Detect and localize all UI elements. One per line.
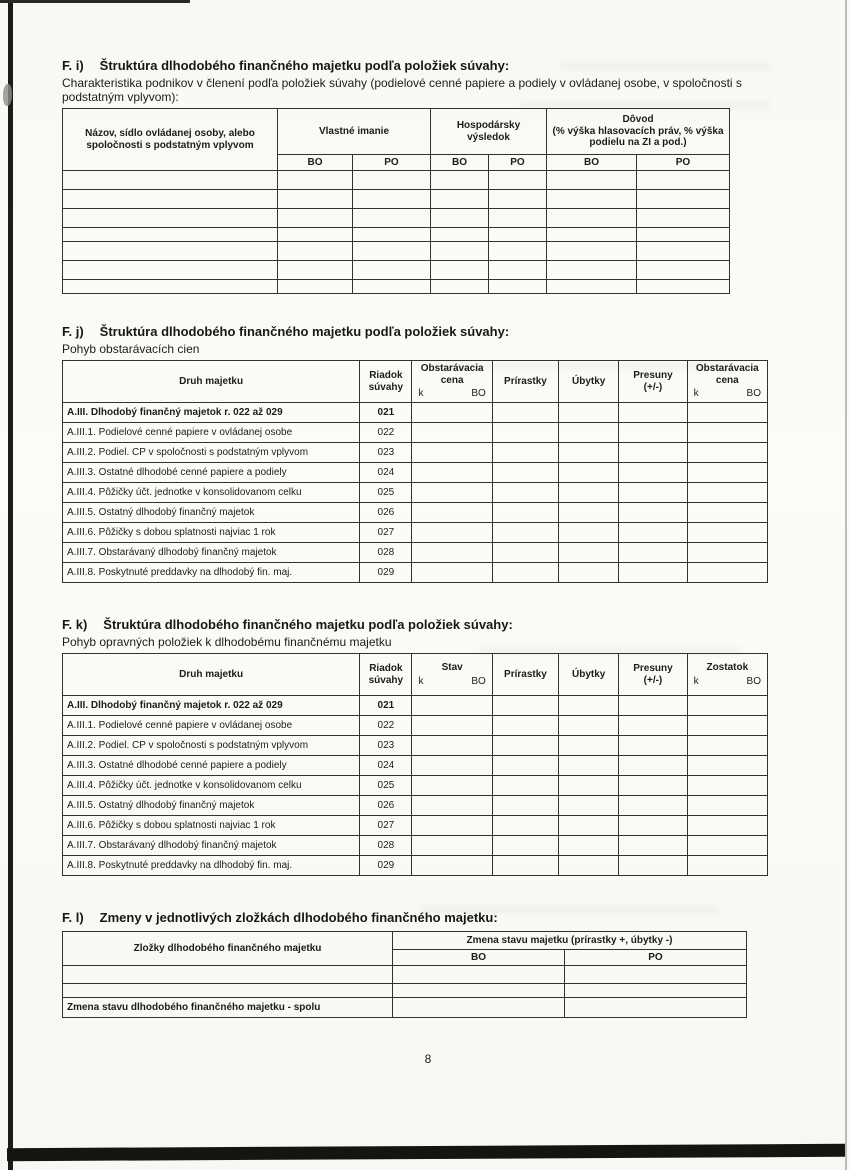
value-cell — [431, 228, 489, 242]
value-cell — [489, 228, 547, 242]
scan-edge-top — [0, 0, 190, 3]
value-cell — [565, 984, 747, 998]
value-cell — [565, 998, 747, 1018]
fk-row — [63, 816, 768, 836]
row-number: 023 — [360, 443, 412, 463]
value-cell — [412, 563, 492, 583]
value-cell — [353, 228, 431, 242]
value-cell — [353, 261, 431, 280]
fj-row — [63, 483, 768, 503]
row-label: A.III.4. Pôžičky účt. jednotke v konsolidovanom celku — [63, 483, 360, 503]
fi-table — [62, 108, 730, 294]
fi-sub-po: PO — [353, 155, 431, 171]
fj-col-oc-bo: Obstarávacia cena k BO — [412, 361, 492, 403]
fk-col-presuny: Presuny (+/-) — [619, 654, 687, 696]
value-cell — [492, 543, 558, 563]
row-label: A.III.1. Podielové cenné papiere v ovládanej osobe — [63, 716, 360, 736]
section-fk-title: Štruktúra dlhodobého finančného majetku podľa položiek súvahy: — [103, 617, 513, 632]
fl-table — [62, 931, 747, 1018]
value-cell — [547, 280, 637, 294]
value-cell — [619, 696, 687, 716]
scan-edge-right — [845, 0, 847, 1170]
value-cell — [559, 776, 619, 796]
value-cell — [431, 171, 489, 190]
row-number: 022 — [360, 423, 412, 443]
section-fl-title: Zmeny v jednotlivých zložkách dlhodobého finančného majetku: — [99, 910, 498, 925]
row-label: A.III.1. Podielové cenné papiere v ovládanej osobe — [63, 423, 360, 443]
value-cell — [431, 261, 489, 280]
value-cell — [619, 736, 687, 756]
value-cell — [559, 563, 619, 583]
value-cell — [559, 756, 619, 776]
fi-sub-bo: BO — [431, 155, 489, 171]
fj-row — [63, 423, 768, 443]
fi-col-dovod-detail: (% výška hlasovacích práv, % výška podielu na ZI a pod.) — [552, 125, 724, 149]
row-number: 021 — [360, 403, 412, 423]
value-cell — [63, 261, 278, 280]
value-cell — [63, 190, 278, 209]
value-cell — [412, 543, 492, 563]
value-cell — [412, 856, 492, 876]
value-cell — [63, 280, 278, 294]
value-cell — [547, 190, 637, 209]
fl-col-zlozky: Zložky dlhodobého finančného majetku — [63, 932, 393, 966]
value-cell — [412, 503, 492, 523]
value-cell — [687, 756, 767, 776]
value-cell — [489, 171, 547, 190]
value-cell — [278, 242, 353, 261]
fk-col-stav: Stav k BO — [412, 654, 492, 696]
fk-col-ubytky: Úbytky — [559, 654, 619, 696]
value-cell — [547, 242, 637, 261]
value-cell — [619, 503, 687, 523]
value-cell — [492, 716, 558, 736]
section-fk-heading — [62, 617, 794, 632]
value-cell — [619, 423, 687, 443]
value-cell — [619, 463, 687, 483]
value-cell — [412, 403, 492, 423]
fl-sub-po: PO — [565, 950, 747, 966]
fj-col-ubytky: Úbytky — [559, 361, 619, 403]
fi-col-vlastne-imanie: Vlastné imanie — [278, 109, 431, 155]
scan-smudge — [3, 84, 12, 106]
value-cell — [278, 209, 353, 228]
fj-row — [63, 523, 768, 543]
value-cell — [431, 190, 489, 209]
fi-empty-row — [63, 242, 730, 261]
row-number: 028 — [360, 543, 412, 563]
value-cell — [619, 756, 687, 776]
row-label: A.III.2. Podiel. CP v spoločnosti s podstatným vplyvom — [63, 736, 360, 756]
page-number: 8 — [424, 1052, 432, 1066]
value-cell — [393, 998, 565, 1018]
fk-row — [63, 696, 768, 716]
fi-col-hospodarsky-vysledok: Hospodársky výsledok — [431, 109, 547, 155]
value-cell — [412, 443, 492, 463]
value-cell — [637, 242, 730, 261]
value-cell — [492, 816, 558, 836]
fj-col-riadok: Riadok súvahy — [360, 361, 412, 403]
row-label: A.III.8. Poskytnuté preddavky na dlhodobý fin. maj. — [63, 563, 360, 583]
value-cell — [412, 796, 492, 816]
fi-col-dovod — [547, 109, 730, 155]
value-cell — [393, 966, 565, 984]
row-label: A.III.5. Ostatný dlhodobý finančný majetok — [63, 796, 360, 816]
fi-sub-bo: BO — [278, 155, 353, 171]
fl-empty-row — [63, 966, 747, 984]
value-cell — [547, 261, 637, 280]
fj-row — [63, 543, 768, 563]
value-cell — [492, 443, 558, 463]
fj-row — [63, 503, 768, 523]
row-number: 028 — [360, 836, 412, 856]
value-cell — [619, 796, 687, 816]
value-cell — [492, 503, 558, 523]
value-cell — [412, 736, 492, 756]
fi-col-dovod-title: Dôvod — [622, 113, 654, 125]
value-cell — [619, 523, 687, 543]
value-cell — [687, 423, 767, 443]
row-label: A.III.4. Pôžičky účt. jednotke v konsolidovanom celku — [63, 776, 360, 796]
section-fi-label: F. i) — [62, 58, 84, 73]
value-cell — [412, 756, 492, 776]
value-cell — [492, 776, 558, 796]
value-cell — [619, 403, 687, 423]
value-cell — [619, 776, 687, 796]
fl-empty-row — [63, 984, 747, 998]
value-cell — [489, 280, 547, 294]
fj-table — [62, 360, 768, 583]
value-cell — [637, 280, 730, 294]
value-cell — [412, 776, 492, 796]
value-cell — [687, 696, 767, 716]
value-cell — [353, 280, 431, 294]
value-cell — [559, 856, 619, 876]
value-cell — [492, 696, 558, 716]
value-cell — [559, 836, 619, 856]
value-cell — [687, 856, 767, 876]
value-cell — [492, 836, 558, 856]
fj-row — [63, 403, 768, 423]
value-cell — [431, 242, 489, 261]
value-cell — [278, 171, 353, 190]
fk-col-druh: Druh majetku — [63, 654, 360, 696]
fk-row — [63, 836, 768, 856]
value-cell — [687, 563, 767, 583]
value-cell — [687, 716, 767, 736]
value-cell — [565, 966, 747, 984]
row-number: 025 — [360, 483, 412, 503]
value-cell — [63, 966, 393, 984]
row-number: 022 — [360, 716, 412, 736]
fi-empty-row — [63, 190, 730, 209]
value-cell — [278, 190, 353, 209]
section-fj-title: Štruktúra dlhodobého finančného majetku podľa položiek súvahy: — [99, 324, 510, 339]
row-label: A.III. Dlhodobý finančný majetok r. 022 až 029 — [63, 403, 360, 423]
value-cell — [687, 483, 767, 503]
fj-col-prirastky: Prírastky — [492, 361, 558, 403]
fk-row — [63, 736, 768, 756]
value-cell — [687, 463, 767, 483]
value-cell — [687, 736, 767, 756]
fk-col-prirastky: Prírastky — [492, 654, 558, 696]
value-cell — [353, 242, 431, 261]
value-cell — [559, 483, 619, 503]
value-cell — [489, 209, 547, 228]
fj-col-oc2-bo: Obstarávacia cena k BO — [687, 361, 767, 403]
value-cell — [492, 483, 558, 503]
value-cell — [559, 816, 619, 836]
value-cell — [619, 483, 687, 503]
fl-col-zmena: Zmena stavu majetku (prírastky +, úbytky -) — [393, 932, 747, 950]
value-cell — [637, 228, 730, 242]
fj-row — [63, 443, 768, 463]
value-cell — [492, 523, 558, 543]
value-cell — [412, 836, 492, 856]
value-cell — [489, 261, 547, 280]
section-fj-label: F. j) — [62, 324, 84, 339]
fl-spolu-row — [63, 998, 747, 1018]
value-cell — [492, 563, 558, 583]
row-label: A.III.2. Podiel. CP v spoločnosti s podstatným vplyvom — [63, 443, 360, 463]
row-number: 024 — [360, 463, 412, 483]
fi-empty-row — [63, 261, 730, 280]
fj-row — [63, 463, 768, 483]
value-cell — [492, 796, 558, 816]
value-cell — [619, 856, 687, 876]
value-cell — [637, 261, 730, 280]
value-cell — [559, 443, 619, 463]
row-label: A.III.6. Pôžičky s dobou splatnosti najviac 1 rok — [63, 523, 360, 543]
scan-edge-bottom — [7, 1144, 845, 1161]
fk-table — [62, 653, 768, 876]
value-cell — [687, 776, 767, 796]
value-cell — [547, 209, 637, 228]
value-cell — [619, 816, 687, 836]
value-cell — [687, 796, 767, 816]
section-fi-title: Štruktúra dlhodobého finančného majetku podľa položiek súvahy: — [99, 58, 510, 73]
section-fk-subtitle: Pohyb opravných položiek k dlhodobému finančnému majetku — [62, 635, 392, 649]
value-cell — [619, 836, 687, 856]
value-cell — [492, 856, 558, 876]
row-number: 021 — [360, 696, 412, 716]
fi-sub-po: PO — [637, 155, 730, 171]
fi-sub-po: PO — [489, 155, 547, 171]
value-cell — [547, 228, 637, 242]
fk-row — [63, 756, 768, 776]
row-number: 027 — [360, 523, 412, 543]
value-cell — [492, 403, 558, 423]
value-cell — [353, 209, 431, 228]
value-cell — [637, 171, 730, 190]
value-cell — [559, 503, 619, 523]
section-fj-subtitle: Pohyb obstarávacích cien — [62, 342, 200, 356]
value-cell — [687, 443, 767, 463]
fi-empty-row — [63, 228, 730, 242]
fj-col-druh: Druh majetku — [63, 361, 360, 403]
value-cell — [492, 736, 558, 756]
row-label: A.III.6. Pôžičky s dobou splatnosti najviac 1 rok — [63, 816, 360, 836]
section-fl-heading — [62, 910, 794, 925]
value-cell — [559, 423, 619, 443]
value-cell — [492, 756, 558, 776]
section-fi-intro: Charakteristika podnikov v členení podľa položiek súvahy (podielové cenné papiere a podiely v ovládanej osobe, v spoločnosti s podstatným vplyvom): — [62, 76, 742, 104]
fk-col-riadok: Riadok súvahy — [360, 654, 412, 696]
value-cell — [619, 563, 687, 583]
value-cell — [559, 696, 619, 716]
fi-empty-row — [63, 280, 730, 294]
row-number: 024 — [360, 756, 412, 776]
fj-col-presuny: Presuny (+/-) — [619, 361, 687, 403]
value-cell — [412, 816, 492, 836]
value-cell — [559, 716, 619, 736]
value-cell — [489, 190, 547, 209]
fi-sub-bo: BO — [547, 155, 637, 171]
fl-spolu-label: Zmena stavu dlhodobého finančného majetku - spolu — [63, 998, 393, 1018]
row-label: A.III.5. Ostatný dlhodobý finančný majetok — [63, 503, 360, 523]
value-cell — [559, 736, 619, 756]
value-cell — [559, 796, 619, 816]
value-cell — [492, 423, 558, 443]
fi-col-nazov: Názov, sídlo ovládanej osoby, alebo spoločnosti s podstatným vplyvom — [63, 109, 278, 171]
value-cell — [278, 280, 353, 294]
section-fj-heading — [62, 324, 794, 339]
value-cell — [412, 463, 492, 483]
value-cell — [412, 696, 492, 716]
value-cell — [353, 171, 431, 190]
value-cell — [278, 228, 353, 242]
value-cell — [687, 403, 767, 423]
value-cell — [393, 984, 565, 998]
fi-empty-row — [63, 209, 730, 228]
row-number: 029 — [360, 563, 412, 583]
row-number: 026 — [360, 796, 412, 816]
fj-row — [63, 563, 768, 583]
fl-sub-bo: BO — [393, 950, 565, 966]
section-fk-label: F. k) — [62, 617, 88, 632]
fk-row — [63, 856, 768, 876]
value-cell — [637, 190, 730, 209]
value-cell — [353, 190, 431, 209]
row-number: 023 — [360, 736, 412, 756]
fk-row — [63, 716, 768, 736]
value-cell — [489, 242, 547, 261]
value-cell — [619, 443, 687, 463]
value-cell — [412, 716, 492, 736]
value-cell — [687, 523, 767, 543]
row-number: 026 — [360, 503, 412, 523]
row-label: A.III.7. Obstarávaný dlhodobý finančný majetok — [63, 543, 360, 563]
value-cell — [412, 483, 492, 503]
value-cell — [687, 543, 767, 563]
value-cell — [559, 403, 619, 423]
row-label: A.III.8. Poskytnuté preddavky na dlhodobý fin. maj. — [63, 856, 360, 876]
value-cell — [637, 209, 730, 228]
row-number: 027 — [360, 816, 412, 836]
value-cell — [619, 716, 687, 736]
value-cell — [559, 463, 619, 483]
value-cell — [431, 280, 489, 294]
value-cell — [63, 171, 278, 190]
row-label: A.III.7. Obstarávaný dlhodobý finančný majetok — [63, 836, 360, 856]
row-label: A.III.3. Ostatné dlhodobé cenné papiere a podiely — [63, 463, 360, 483]
value-cell — [687, 836, 767, 856]
value-cell — [63, 228, 278, 242]
row-label: A.III. Dlhodobý finančný majetok r. 022 až 029 — [63, 696, 360, 716]
value-cell — [63, 242, 278, 261]
value-cell — [412, 423, 492, 443]
value-cell — [687, 503, 767, 523]
fk-row — [63, 776, 768, 796]
value-cell — [492, 463, 558, 483]
value-cell — [278, 261, 353, 280]
fk-col-zostatok: Zostatok k BO — [687, 654, 767, 696]
fi-empty-row — [63, 171, 730, 190]
value-cell — [63, 984, 393, 998]
value-cell — [559, 543, 619, 563]
value-cell — [431, 209, 489, 228]
row-number: 025 — [360, 776, 412, 796]
value-cell — [63, 209, 278, 228]
fk-row — [63, 796, 768, 816]
value-cell — [547, 171, 637, 190]
section-fl-label: F. l) — [62, 910, 84, 925]
value-cell — [412, 523, 492, 543]
value-cell — [619, 543, 687, 563]
value-cell — [687, 816, 767, 836]
value-cell — [559, 523, 619, 543]
row-number: 029 — [360, 856, 412, 876]
row-label: A.III.3. Ostatné dlhodobé cenné papiere a podiely — [63, 756, 360, 776]
scan-edge-left — [8, 0, 13, 1170]
section-fi-heading — [62, 58, 794, 73]
